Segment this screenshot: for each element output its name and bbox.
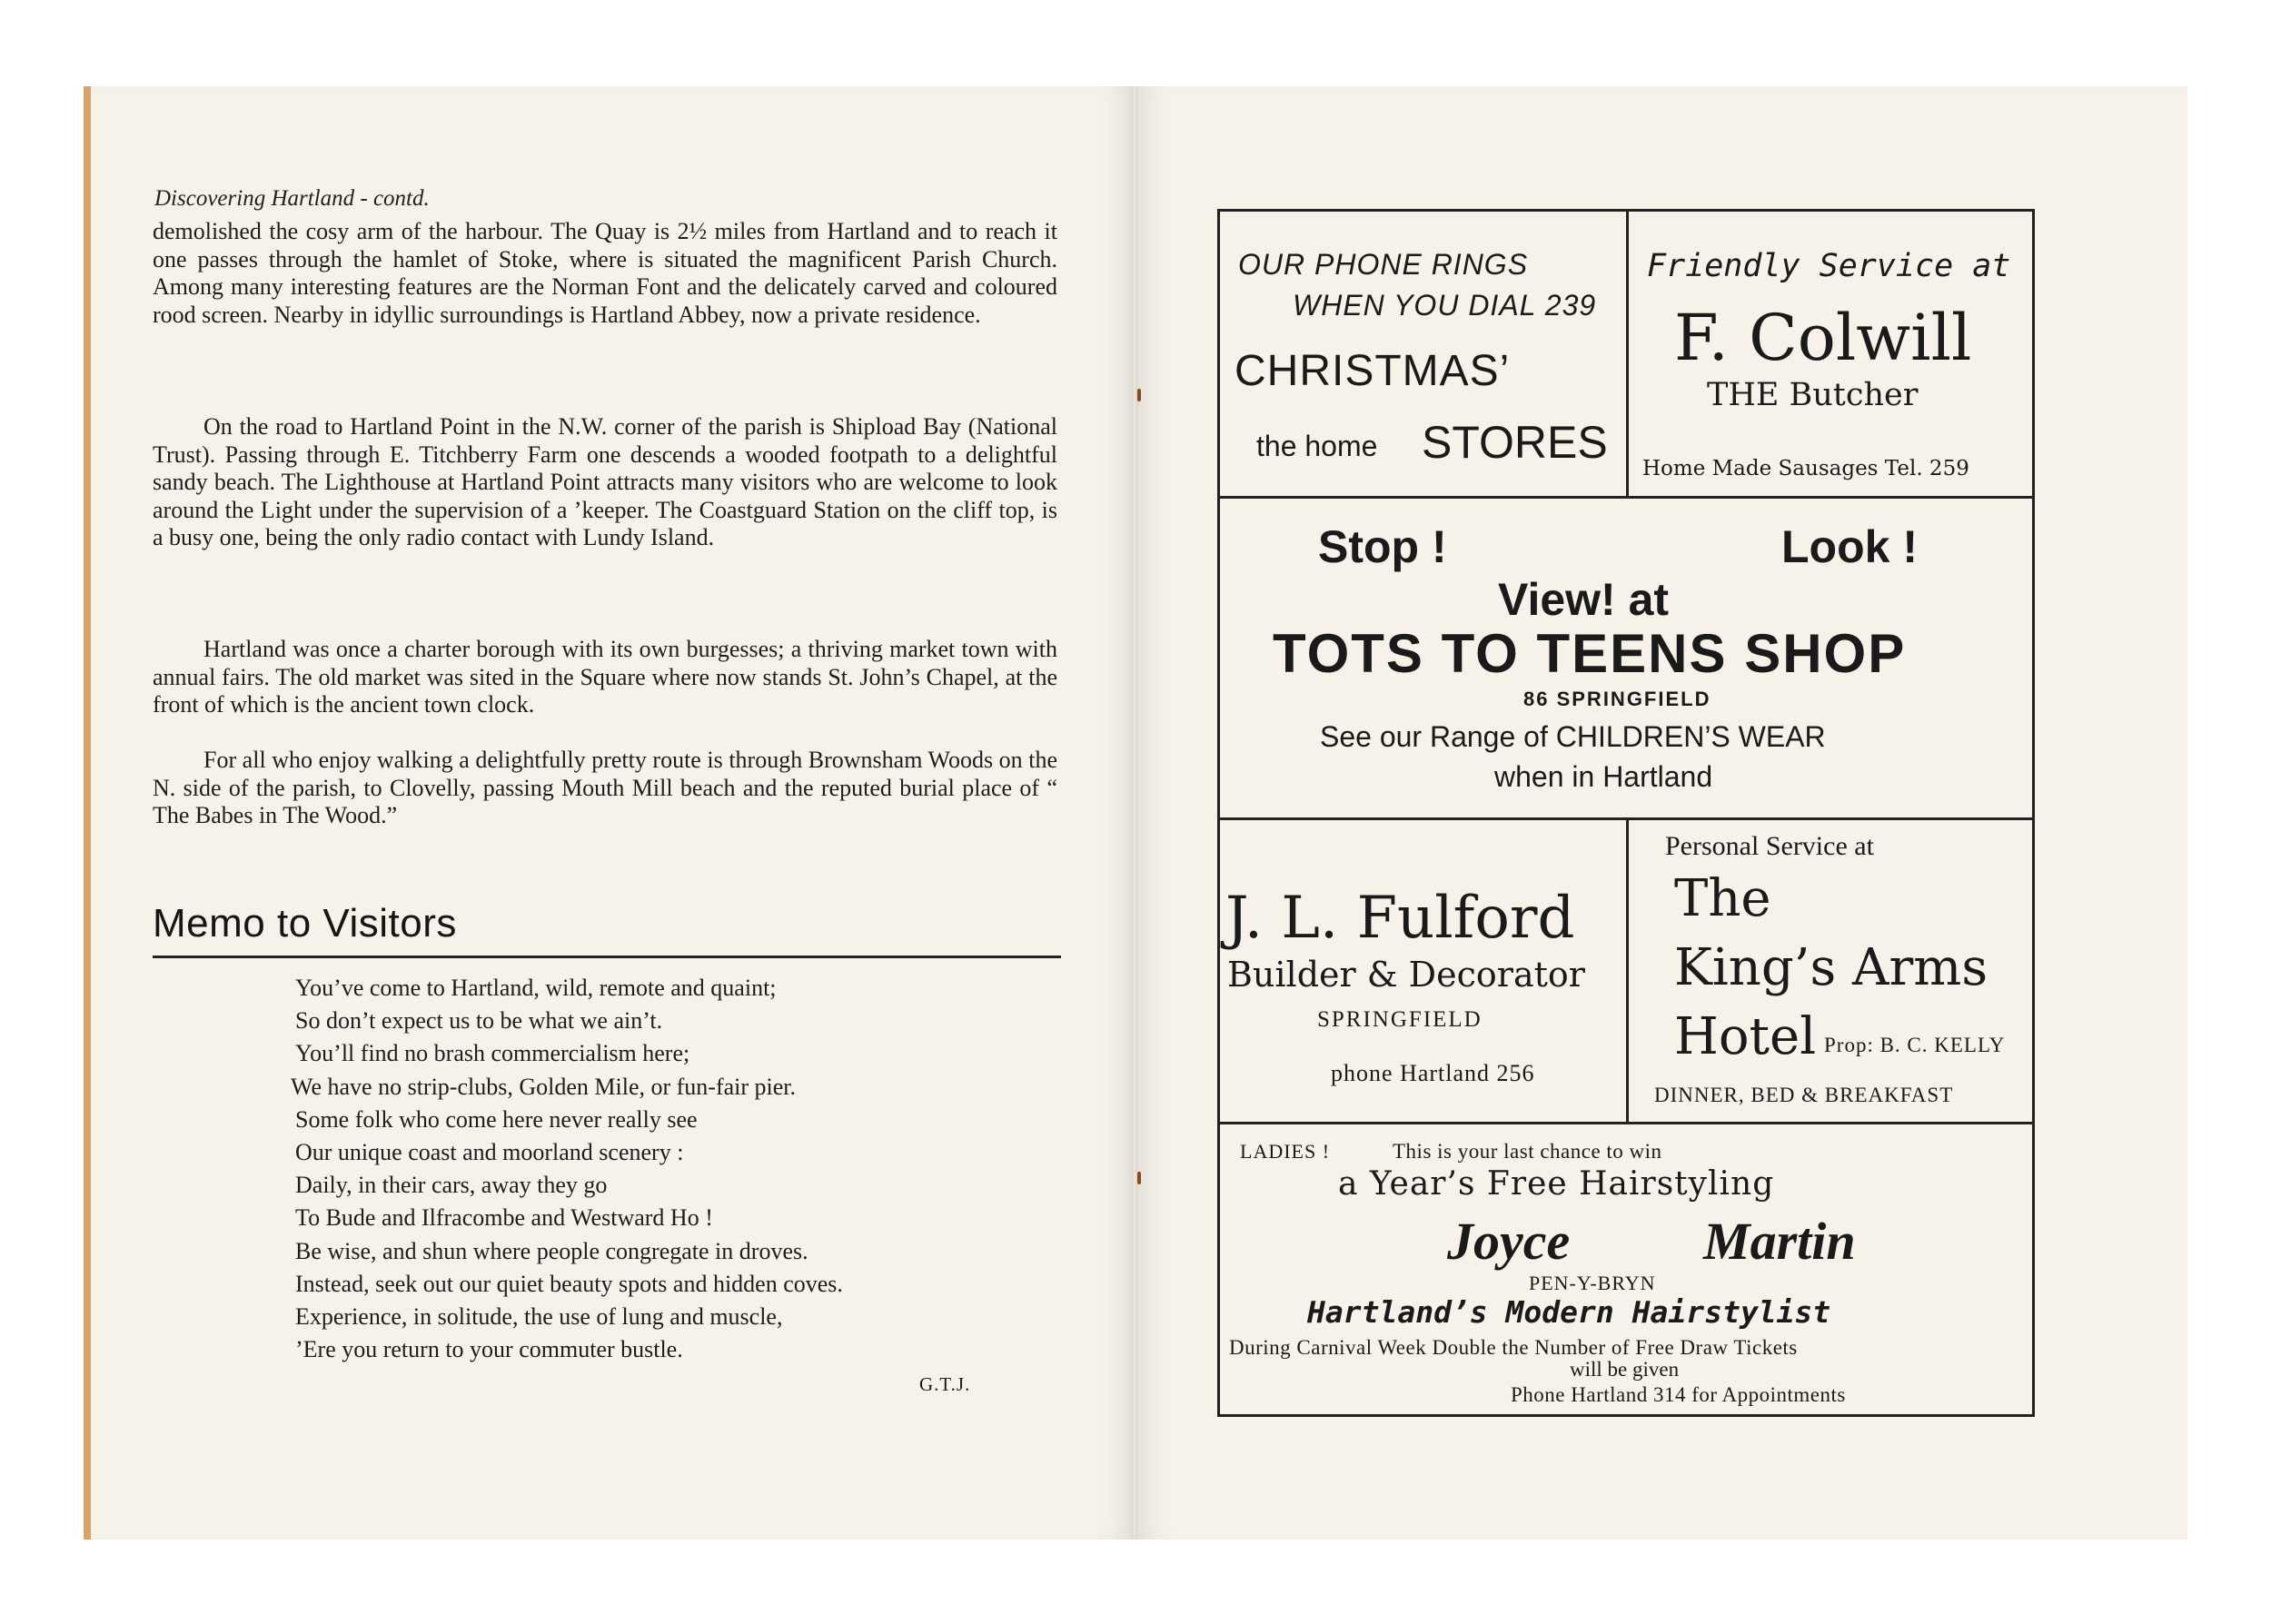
poem-line: Instead, seek out our quiet beauty spots and hidden coves. xyxy=(295,1270,843,1297)
staple-mark xyxy=(1137,1172,1141,1184)
memo-divider xyxy=(153,956,1061,958)
booklet-spine xyxy=(1132,86,1137,1540)
body-paragraph: Hartland was once a charter borough with its own burgesses; a thriving market town with annual fairs. The old market was sited in the Square where now stands St. John’s Chapel, at the front of which is the ancient town clock. xyxy=(153,636,1057,718)
divider xyxy=(1220,496,2032,499)
running-head: Discovering Hartland - contd. xyxy=(154,186,430,211)
advertisements-panel: OUR PHONE RINGS WHEN YOU DIAL 239 CHRISTMAS’ the home STORES Friendly Service at F. Colwill THE Butcher Home Made Sausages Tel. 259 Stop ! Look ! View! at TOTS TO TEENS SHOP 86 SPRINGFIELD See our Range of CHILDREN’S WEAR when in Hartland J. L. Fulford Builder & Decorator SPRINGFIELD phone Hartland 256 Personal Service at The King’s Arms Hotel Prop: B. C. KELLY DINNER, BED & BREAKFAST LADIES ! This is your last chance to win a Year’s Free Hairstyling Joyce Martin PEN-Y-BRYN Hartland’s Modern Hairstylist During Carnival Week Double the Number of Free Draw Tickets will be given Phone Hartland 314 for Appointments xyxy=(1217,209,2035,1417)
divider xyxy=(1626,212,1629,496)
staple-mark xyxy=(1137,389,1141,401)
poem-line: Experience, in solitude, the use of lung and muscle, xyxy=(295,1303,783,1331)
poem-line: Daily, in their cars, away they go xyxy=(295,1172,608,1199)
poem-line: We have no strip-clubs, Golden Mile, or fun-fair pier. xyxy=(291,1073,797,1100)
body-paragraph: For all who enjoy walking a delightfully pretty route is through Brownsham Woods on the N. side of the parish, to Clovelly, passing Mouth Mill beach and the reputed burial place of “ The Babes in The Wood.” xyxy=(153,747,1057,828)
poem-line: You’ve come to Hartland, wild, remote and quaint; xyxy=(295,975,777,1001)
poem-line: So don’t expect us to be what we ain’t. xyxy=(295,1007,663,1035)
poem-line: Be wise, and shun where people congregate in droves. xyxy=(295,1237,808,1264)
divider xyxy=(1626,817,1629,1122)
poem-signature: G.T.J. xyxy=(919,1373,971,1395)
poem-line: Some folk who come here never really see xyxy=(295,1105,698,1133)
poem-line: To Bude and Ilfracombe and Westward Ho ! xyxy=(295,1204,713,1232)
divider xyxy=(1220,1122,2032,1124)
poem-line: Our unique coast and moorland scenery : xyxy=(295,1139,684,1166)
body-paragraph: On the road to Hartland Point in the N.W. corner of the parish is Shipload Bay (National Trust). Passing through E. Titchberry Farm one descends a wooded footpath to a delightful sandy beach. The Lighthouse at Hartland Point attracts many visitors who are welcome to look around the Light under the supervision of a ’keeper. The Coastguard Station on the cliff top, is a busy one, being the only radio contact with Lundy Island. xyxy=(153,413,1057,550)
poem-line: You’ll find no brash commercialism here; xyxy=(295,1040,690,1067)
poem-line: ’Ere you return to your commuter bustle. xyxy=(295,1336,683,1363)
body-paragraph: demolished the cosy arm of the harbour. The Quay is 2½ miles from Hartland and to reach it one passes through the hamlet of Stoke, where is situated the magnificent Parish Church. Among many interesting features are the Norman Font and the delicately carved and coloured rood screen. Nearby in idyllic surroundings is Hartland Abbey, now a private residence. xyxy=(153,218,1057,328)
memo-poem xyxy=(291,972,843,1366)
memo-title: Memo to Visitors xyxy=(153,901,457,946)
